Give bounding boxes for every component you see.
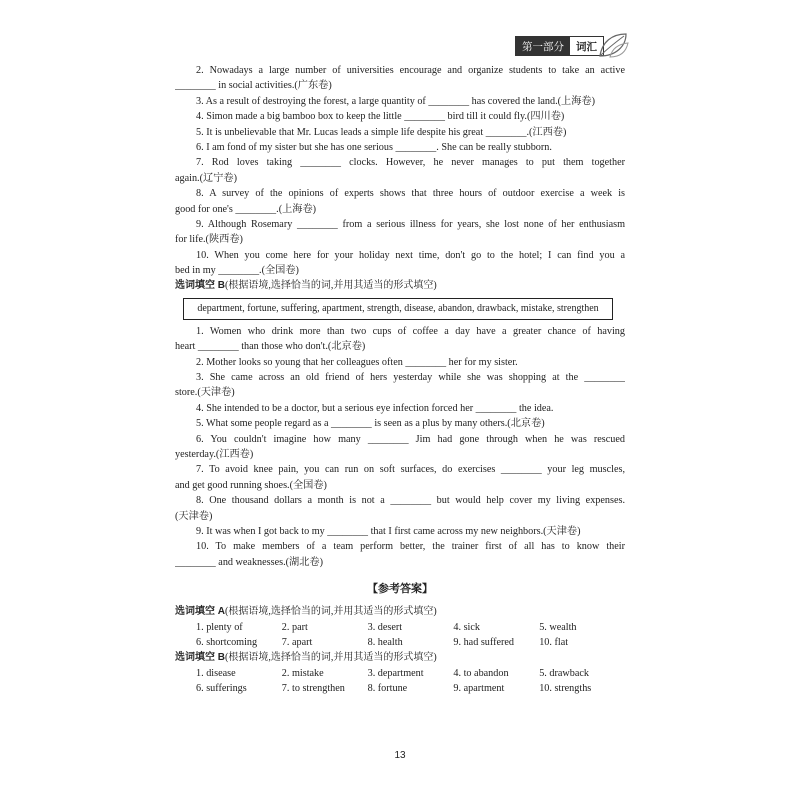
answer-cell: 8. fortune	[367, 683, 408, 695]
page-number: 13	[394, 750, 406, 761]
exercise-line: 3. She came across an old friend of hers yesterday while she was shopping at the ________	[196, 372, 625, 384]
answer-cell: 7. to strengthen	[281, 683, 345, 695]
word-box: department, fortune, suffering, apartment, strength, disease, abandon, drawback, mistake, strengthen	[183, 298, 613, 320]
exercise-line: 9. It was when I got back to my ________ that I first came across my new neighbors.(天津卷)	[196, 525, 581, 537]
exercise-line: 2. Nowadays a large number of universities encourage and organize students to take an active	[196, 65, 625, 76]
exercise-line: 5. What some people regard as a ________ is seen as a plus by many others.(北京卷)	[196, 418, 545, 430]
section-a-items	[175, 63, 625, 278]
exercise-line: 4. Simon made a big bamboo box to keep the little ________ bird till it could fly.(四川卷)	[196, 111, 565, 123]
answer-cell: 6. shortcoming	[196, 636, 258, 648]
answer-cell: 3. department	[367, 667, 424, 679]
answer-cell: 3. desert	[367, 621, 403, 633]
exercise-line: 7. To avoid knee pain, you can run on soft surfaces, do exercises ________ your leg muscles,	[196, 464, 625, 476]
exercise-line: 7. Rod loves taking ________ clocks. However, he never manages to put them together	[196, 157, 625, 169]
exercise-line: 8. A survey of the opinions of experts shows that three hours of outdoor exercise a week is	[196, 188, 625, 200]
answer-cell: 10. strengths	[539, 683, 592, 695]
exercise-line: 2. Mother looks so young that her colleagues often ________ her for my sister.	[196, 356, 518, 368]
answer-cell: 1. disease	[196, 667, 236, 679]
exercise-line: 6. You couldn't imagine how many ________ Jim had gone through when he was rescued	[196, 433, 625, 445]
exercise-line: yesterday.(江西卷)	[175, 448, 254, 460]
subject-label: 词汇	[570, 37, 603, 55]
exercise-line: 8. One thousand dollars a month is not a ________ but would help cover my living expenses.	[196, 495, 625, 507]
answer-cell: 4. to abandon	[453, 667, 509, 679]
answer-cell: 6. sufferings	[196, 683, 247, 695]
answer-cell: 8. health	[367, 636, 403, 648]
exercise-line: 1. Women who drink more than two cups of coffee a day have a greater chance of having	[196, 325, 625, 337]
exercise-line: (天津卷)	[175, 510, 213, 522]
exercise-line: 9. Although Rosemary ________ from a serious illness for years, she lost none of her enthusiasm	[196, 218, 625, 230]
exercise-line: 10. To make members of a team perform better, the trainer first of all has to know their	[196, 541, 625, 553]
answer-row	[175, 635, 625, 650]
exercise-line: for life.(陕西卷)	[175, 234, 243, 246]
exercise-line: ________ and weaknesses.(湖北卷)	[175, 556, 323, 568]
exercise-line: again.(辽宁卷)	[175, 172, 237, 184]
page-content	[175, 63, 625, 696]
exercise-line: 4. She intended to be a doctor, but a serious eye infection forced her ________ the idea.	[196, 402, 554, 414]
answer-cell: 2. part	[281, 621, 308, 633]
section-b-items	[175, 324, 625, 570]
answer-cell: 4. sick	[453, 621, 480, 633]
exercise-line: and get good running shoes.(全国卷)	[175, 479, 327, 491]
answer-cell: 2. mistake	[281, 667, 324, 679]
part-label: 第一部分	[516, 37, 570, 55]
answer-cell: 10. flat	[539, 636, 569, 648]
answer-cell: 9. apartment	[453, 683, 505, 695]
leaf-icon	[596, 30, 632, 60]
exercise-line: 5. It is unbelievable that Mr. Lucas leads a simple life despite his great ________.(江西卷)	[196, 126, 567, 138]
answer-group-title: 选词填空 B(根据语境,选择恰当的词,并用其适当的形式填空)	[175, 652, 437, 664]
section-b-title: 选词填空 B(根据语境,选择恰当的词,并用其适当的形式填空)	[175, 280, 437, 292]
exercise-line: store.(天津卷)	[175, 387, 235, 399]
answer-key	[175, 604, 625, 696]
answer-cell: 5. drawback	[539, 667, 589, 679]
exercise-line: ________ in social activities.(广东卷)	[175, 80, 332, 92]
answer-cell: 7. apart	[281, 636, 313, 648]
answer-row	[175, 666, 625, 681]
answer-cell: 5. wealth	[539, 621, 577, 633]
exercise-line: good for one's ________.(上海卷)	[175, 203, 317, 215]
exercise-line: bed in my ________.(全国卷)	[175, 265, 299, 277]
exercise-line: 10. When you come here for your holiday next time, don't go to the hotel; I can find you a	[196, 249, 625, 261]
section-header	[515, 36, 604, 56]
answer-cell: 9. had suffered	[453, 636, 515, 648]
answer-cell: 1. plenty of	[196, 621, 243, 633]
answer-row	[175, 620, 625, 635]
answer-row	[175, 681, 625, 696]
exercise-line: heart ________ than those who don't.(北京卷)	[175, 341, 366, 353]
exercise-line: 3. As a result of destroying the forest, a large quantity of ________ has covered the land.(上海卷)	[196, 95, 596, 107]
exercise-line: 6. I am fond of my sister but she has one serious ________. She can be really stubborn.	[196, 141, 552, 153]
answer-group-title: 选词填空 A(根据语境,选择恰当的词,并用其适当的形式填空)	[175, 606, 437, 618]
answer-key-title: 【参考答案】	[367, 582, 433, 596]
